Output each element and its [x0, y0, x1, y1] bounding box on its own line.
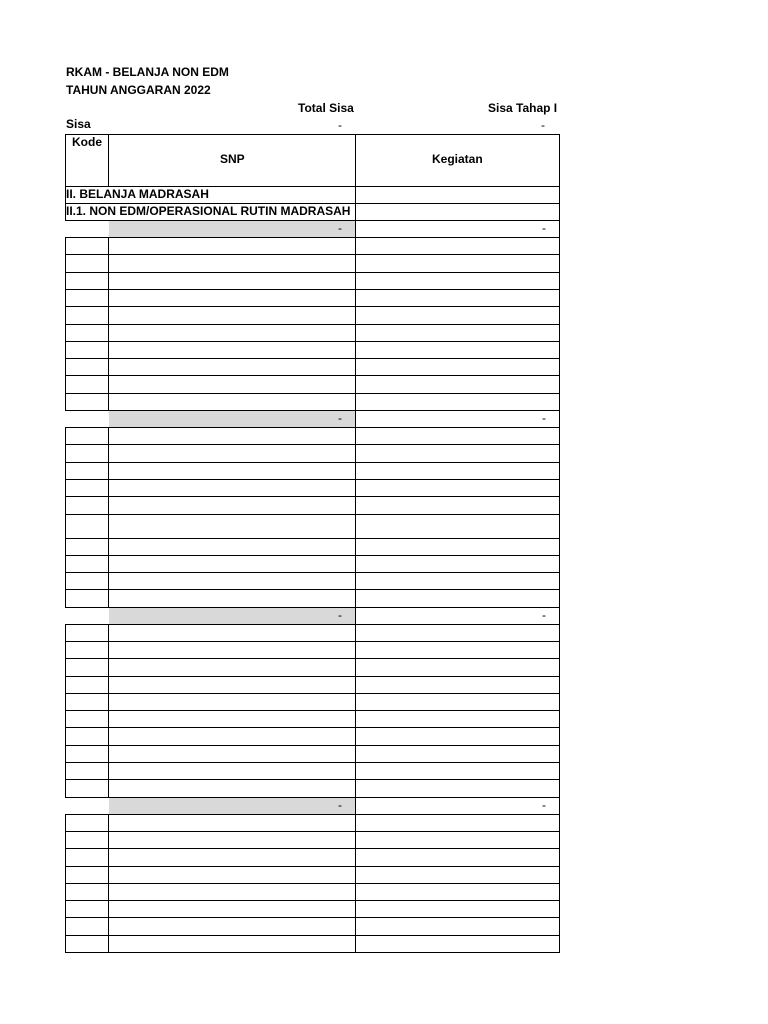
group-snp-value: -: [338, 221, 342, 235]
group-subtotal-row: [109, 221, 355, 237]
grid-line: [65, 935, 560, 936]
grid-line: [65, 658, 560, 659]
grid-line: [65, 341, 560, 342]
budget-year: TAHUN ANGGARAN 2022: [66, 83, 211, 97]
grid-line: [355, 797, 356, 953]
grid-line: [65, 289, 560, 290]
grid-line: [65, 952, 560, 953]
grid-line: [108, 237, 109, 411]
group-kegiatan-value: -: [542, 411, 546, 425]
grid-line: [65, 555, 560, 556]
grid-line: [65, 917, 560, 918]
grid-line: [65, 624, 66, 798]
grid-line: [65, 306, 560, 307]
grid-line: [559, 797, 560, 953]
grid-line: [65, 375, 560, 376]
grid-line: [355, 220, 356, 411]
grid-line: [65, 254, 560, 255]
grid-line: [65, 134, 560, 135]
grid-line: [65, 641, 560, 642]
grid-line: [65, 762, 560, 763]
grid-line: [65, 538, 560, 539]
grid-line: [65, 444, 560, 445]
grid-line: [65, 514, 560, 515]
grid-line: [355, 410, 356, 608]
grid-line: [65, 272, 560, 273]
grid-line: [355, 607, 356, 798]
group-subtotal-row: [109, 411, 355, 427]
total-sisa-value: -: [338, 118, 342, 132]
grid-line: [108, 814, 109, 953]
grid-line: [65, 676, 560, 677]
grid-line: [65, 727, 560, 728]
grid-line: [65, 237, 66, 411]
grid-line: [355, 134, 356, 221]
grid-line: [65, 745, 560, 746]
grid-line: [65, 427, 66, 608]
grid-line: [65, 572, 560, 573]
grid-line: [65, 324, 560, 325]
grid-line: [108, 427, 109, 608]
grid-line: [559, 134, 560, 221]
column-header-snp: SNP: [220, 152, 245, 166]
grid-line: [65, 237, 560, 238]
group-subtotal-row: [109, 608, 355, 624]
grid-line: [65, 900, 560, 901]
column-header-kode: Kode: [72, 135, 102, 149]
sisa-tahap-label: Sisa Tahap I: [488, 101, 558, 115]
grid-line: [65, 479, 560, 480]
group-subtotal-row: [109, 798, 355, 814]
grid-line: [65, 866, 560, 867]
grid-line: [65, 779, 560, 780]
subsection-title: II.1. NON EDM/OPERASIONAL RUTIN MADRASAH: [66, 204, 351, 218]
grid-line: [65, 710, 560, 711]
column-header-kegiatan: Kegiatan: [432, 152, 483, 166]
group-snp-value: -: [338, 797, 342, 812]
group-snp-value: -: [338, 411, 342, 425]
grid-line: [65, 848, 560, 849]
total-sisa-label: Total Sisa: [298, 101, 354, 115]
group-kegiatan-value: -: [542, 221, 546, 235]
grid-line: [65, 693, 560, 694]
group-snp-value: -: [338, 607, 342, 622]
grid-line: [559, 220, 560, 411]
grid-line: [65, 814, 66, 953]
grid-line: [559, 607, 560, 798]
sisa-label: Sisa: [66, 117, 91, 131]
grid-line: [65, 883, 560, 884]
report-title: RKAM - BELANJA NON EDM: [66, 65, 229, 79]
grid-line: [65, 358, 560, 359]
grid-line: [108, 624, 109, 798]
grid-line: [65, 814, 560, 815]
grid-line: [65, 624, 560, 625]
grid-line: [65, 589, 560, 590]
grid-line: [65, 393, 560, 394]
sisa-tahap-value: -: [541, 118, 545, 132]
grid-line: [559, 410, 560, 608]
grid-line: [65, 427, 560, 428]
grid-line: [65, 462, 560, 463]
grid-line: [65, 831, 560, 832]
group-kegiatan-value: -: [542, 607, 546, 622]
grid-line: [65, 496, 560, 497]
grid-line: [108, 134, 109, 187]
group-kegiatan-value: -: [542, 797, 546, 812]
section-title: II. BELANJA MADRASAH: [66, 187, 209, 201]
